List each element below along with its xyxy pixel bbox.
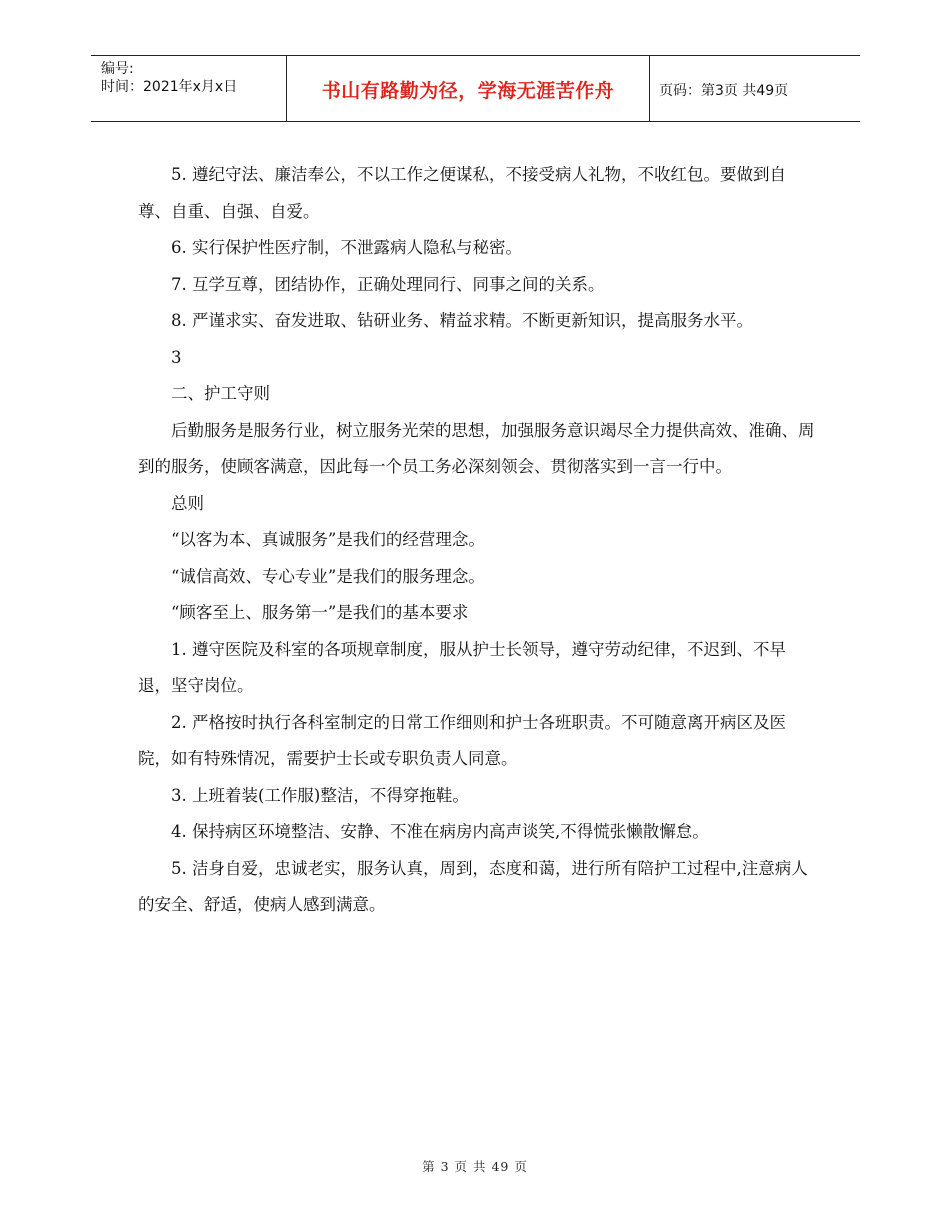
subsection-heading: 总则	[171, 493, 204, 513]
document-body	[138, 157, 818, 924]
document-header	[91, 55, 860, 122]
paragraph-rule-5: 5. 遵纪守法、廉洁奉公，不以工作之便谋私，不接受病人礼物，不收红包。要做到自尊、自重、自强、自爱。	[138, 165, 786, 221]
header-meta	[101, 60, 237, 96]
principle-requirement: “顾客至上、服务第一”是我们的基本要求	[171, 603, 469, 622]
document-number-label: 编号:	[101, 61, 134, 77]
header-motto: 书山有路勤为径，学海无涯苦作舟	[321, 80, 615, 102]
paragraph-rule-6: 6. 实行保护性医疗制，不泄露病人隐私与秘密。	[171, 238, 522, 257]
paragraph-rule-8: 8. 严谨求实、奋发进取、钻研业务、精益求精。不断更新知识，提高服务水平。	[171, 311, 753, 330]
header-divider-right	[649, 56, 650, 121]
document-time-label: 时间：2021年x月x日	[101, 79, 238, 95]
paragraph-item-3: 3. 上班着装(工作服)整洁，不得穿拖鞋。	[171, 785, 469, 805]
paragraph-intro: 后勤服务是服务行业，树立服务光荣的思想，加强服务意识竭尽全力提供高效、准确、周到的服务，使顾客满意，因此每一个员工务必深刻领会、贯彻落实到一言一行中。	[138, 420, 815, 476]
paragraph-rule-7: 7. 互学互尊，团结协作，正确处理同行、同事之间的关系。	[171, 274, 605, 294]
page-number-inline: 3	[171, 347, 182, 367]
principle-service: “诚信高效、专心专业”是我们的服务理念。	[171, 566, 485, 586]
page-footer: 第 3 页 共 49 页	[422, 1159, 528, 1174]
paragraph-item-4: 4. 保持病区环境整洁、安静、不准在病房内高声谈笑,不得慌张懒散懈怠。	[171, 822, 709, 841]
principle-business: “以客为本、真诚服务”是我们的经营理念。	[171, 530, 485, 549]
paragraph-item-1: 1. 遵守医院及科室的各项规章制度，服从护士长领导，遵守劳动纪律，不迟到、不早退，坚守岗位。	[138, 639, 786, 695]
header-page-info: 页码：第3页 共49页	[659, 83, 789, 99]
paragraph-item-5: 5. 洁身自爱，忠诚老实，服务认真，周到，态度和蔼，进行所有陪护工过程中,注意病人的安全、舒适，使病人感到满意。	[138, 858, 808, 914]
section-heading: 二、护工守则	[171, 384, 270, 403]
paragraph-item-2: 2. 严格按时执行各科室制定的日常工作细则和护士各班职责。不可随意离开病区及医院，如有特殊情况，需要护士长或专职负责人同意。	[138, 712, 786, 768]
